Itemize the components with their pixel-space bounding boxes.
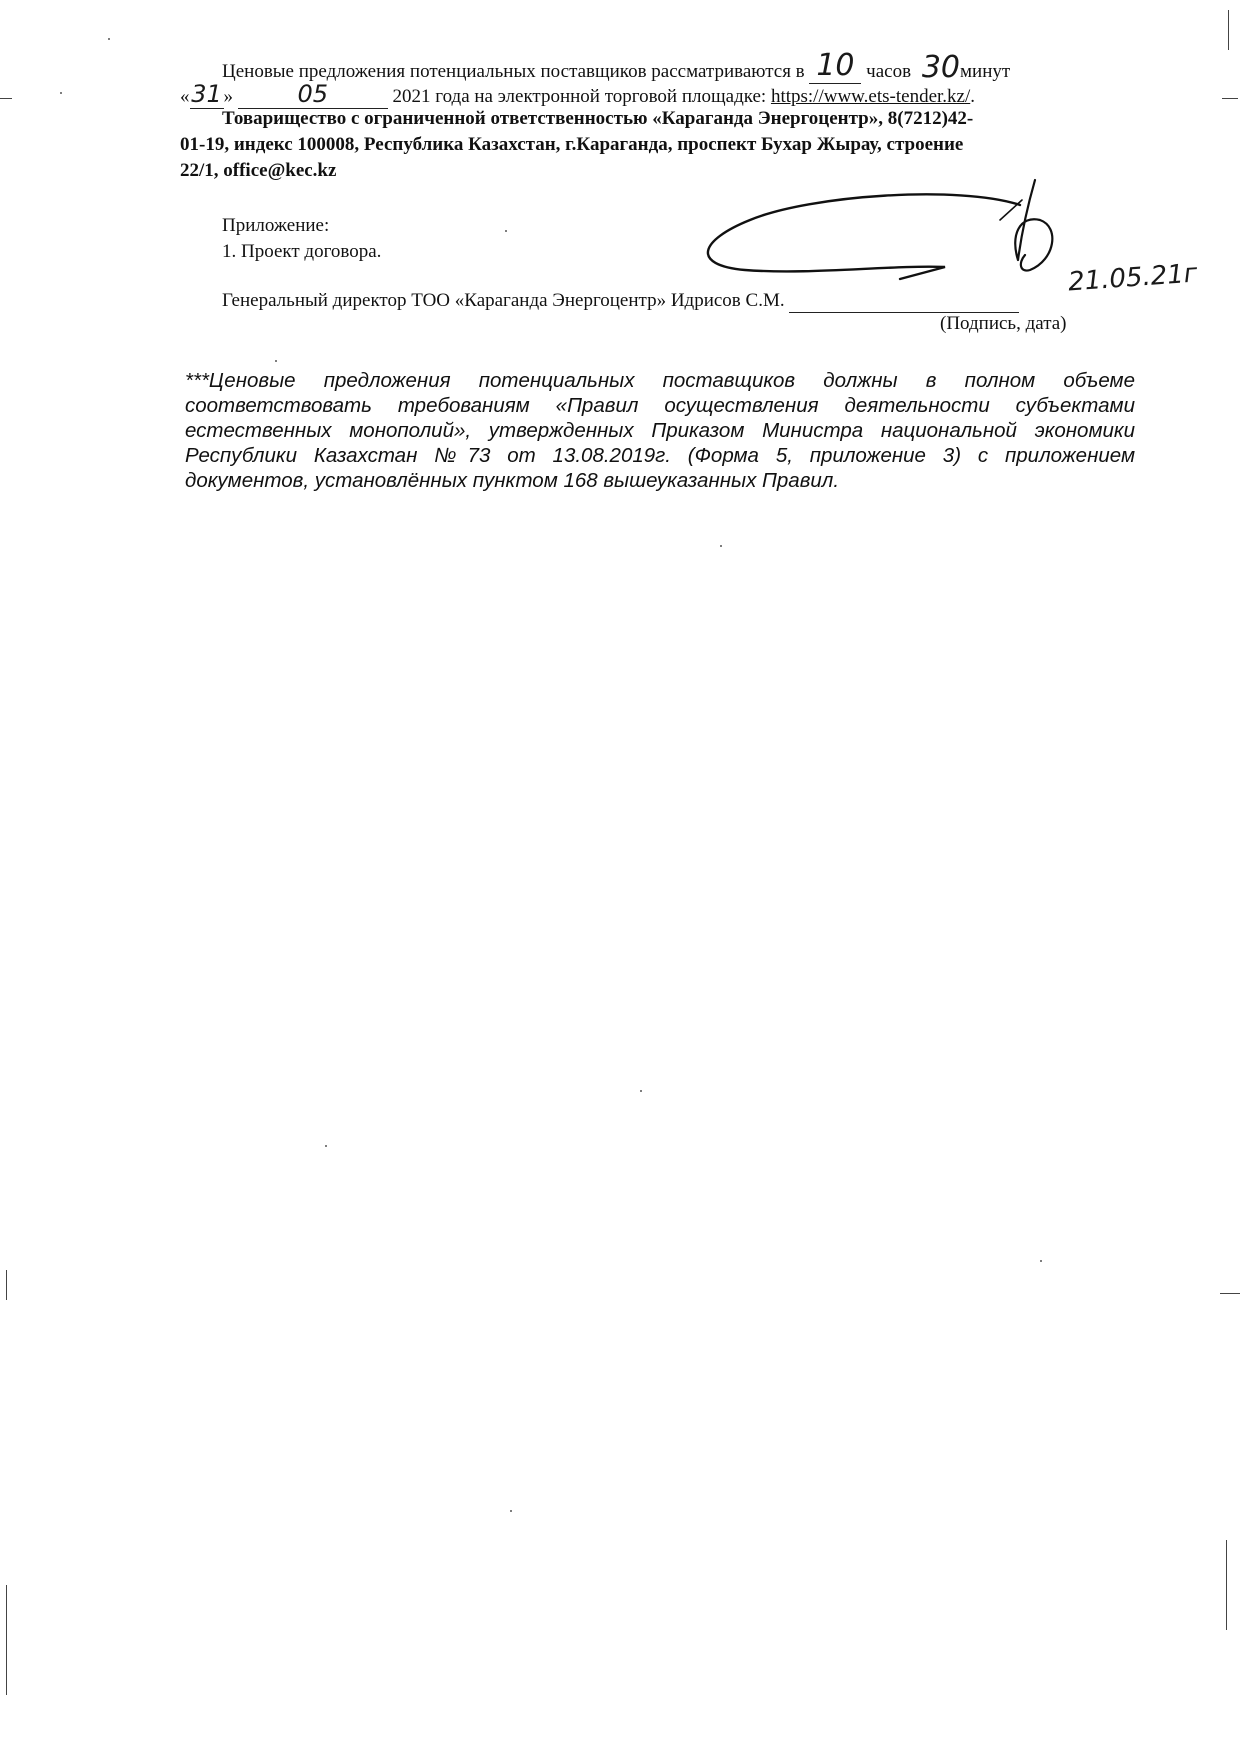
signature-caption: (Подпись, дата) xyxy=(940,313,1067,334)
scan-speck xyxy=(325,1145,327,1147)
minutes-handwritten: 30 xyxy=(921,50,960,85)
margin-mark xyxy=(1220,1293,1240,1294)
scan-speck xyxy=(60,92,62,94)
hours-label: часов xyxy=(866,61,912,82)
scan-speck xyxy=(720,545,722,547)
scan-speck xyxy=(1040,1260,1042,1262)
signatory-line xyxy=(222,290,1019,313)
company-line-2: 01-19, индекс 100008, Республика Казахстан, г.Караганда, проспект Бухар Жырау, строение xyxy=(180,134,964,155)
tender-link[interactable]: https://www.ets-tender.kz/ xyxy=(770,86,971,107)
day-field xyxy=(190,80,224,109)
signatory-text: Генеральный директор ТОО «Караганда Энергоцентр» Идрисов С.М. xyxy=(222,290,785,311)
line-end-period: . xyxy=(970,86,975,107)
attachment-heading: Приложение: xyxy=(222,215,330,236)
hour-field xyxy=(809,48,861,84)
year-platform-text: 2021 года на электронной торговой площадке: xyxy=(392,86,767,107)
price-offer-text: Ценовые предложения потенциальных поставщиков рассматриваются в xyxy=(222,61,805,82)
date-line xyxy=(180,80,975,109)
margin-mark xyxy=(1222,98,1238,99)
scan-speck xyxy=(108,38,110,40)
company-line-1: Товарищество с ограниченной ответственностью «Караганда Энергоцентр», 8(7212)42- xyxy=(222,108,974,129)
attachment-item: 1. Проект договора. xyxy=(222,241,382,262)
signature-scribble xyxy=(700,175,1120,300)
scan-speck xyxy=(640,1090,642,1092)
margin-mark xyxy=(1228,10,1229,50)
day-handwritten: 31 xyxy=(191,80,222,108)
quote-close: » xyxy=(223,86,233,107)
margin-mark xyxy=(6,1585,7,1695)
sign-date-handwritten: 21.05.21г xyxy=(1067,258,1199,298)
scan-speck xyxy=(510,1510,512,1512)
scan-speck xyxy=(275,360,277,362)
quote-open: « xyxy=(180,86,190,107)
month-field xyxy=(238,80,388,109)
footnote-requirements: ***Ценовые предложения потенциальных поставщиков должны в полном объеме соответствовать требованиям «Правил осуществления деятельности субъектами естественных монополий», утвержденных Приказом Министра национальной экономики Республики Казахстан №73 от 13.08.2019г. (Форма 5, приложение 3) с приложением документов, установлённых пунктом 168 вышеуказанных Правил. xyxy=(185,369,1135,492)
signature-line xyxy=(789,290,1019,313)
margin-mark xyxy=(0,98,12,99)
minutes-label: минут xyxy=(960,61,1011,82)
margin-mark xyxy=(1226,1540,1227,1630)
company-line-3: 22/1, office@kec.kz xyxy=(180,160,337,181)
month-handwritten: 05 xyxy=(297,80,329,108)
margin-mark xyxy=(6,1270,7,1300)
scan-speck xyxy=(505,230,507,232)
hour-handwritten: 10 xyxy=(816,48,855,83)
